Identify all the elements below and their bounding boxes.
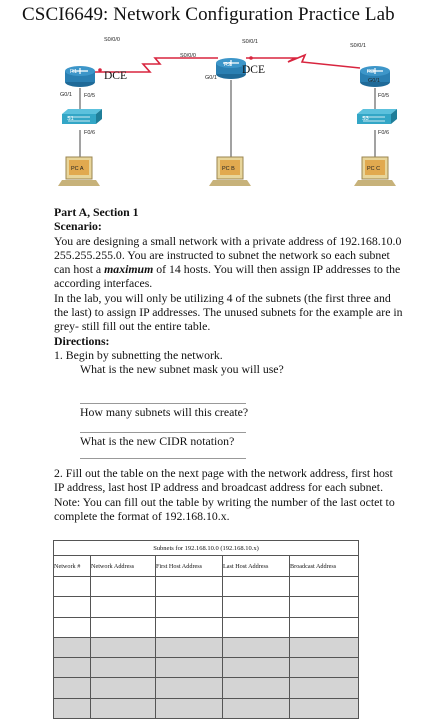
table-row[interactable] — [54, 597, 359, 617]
r3-g-label: G0/1 — [368, 78, 380, 84]
header-network-number: Network # — [54, 556, 91, 577]
question-subnet-count: How many subnets will this create? — [80, 405, 249, 419]
table-caption: Subnets for 192.168.10.0 (192.168.10.x) — [54, 541, 359, 556]
question-cidr: What is the new CIDR notation? — [80, 434, 235, 448]
r2-g-label: G0/1 — [205, 75, 217, 81]
dce-label-r2: DCE — [242, 64, 265, 76]
header-network-address: Network Address — [91, 556, 156, 577]
answer-line-2[interactable] — [80, 432, 246, 433]
pc-c-label: PC C — [367, 166, 381, 172]
r2-serial1-label: S0/0/1 — [242, 39, 258, 45]
r1-fa-label: F0/5 — [84, 93, 96, 99]
step-2-section — [54, 466, 404, 523]
r3-serial-label: S0/0/1 — [350, 43, 366, 49]
subnet-table — [53, 540, 359, 719]
dce-clock-icon — [98, 68, 102, 72]
table-row-grey[interactable] — [54, 658, 359, 678]
s3-port-label: F0/6 — [378, 130, 390, 136]
r1-g-label: G0/1 — [60, 92, 72, 98]
dce-label-r1: DCE — [104, 70, 127, 82]
r1-serial-label: S0/0/0 — [104, 37, 120, 43]
header-broadcast: Broadcast Address — [290, 556, 359, 577]
scenario-label: Scenario: — [54, 219, 102, 234]
r3-fa-label: F0/5 — [378, 93, 390, 99]
step-1: 1. Begin by subnetting the network. — [54, 347, 223, 362]
s1-port-label: F0/6 — [84, 130, 96, 136]
r2-name-label: R2 — [224, 62, 232, 68]
r2-serial0-label: S0/0/0 — [180, 53, 196, 59]
scenario-text: You are designing a small network with a private address of 192.168.10.0 255.255.255.0. You are instructed to subnet the network so each subnet can host a maximum of 14 hosts. You will then assign IP addresses to the according interfaces. — [54, 233, 402, 291]
scenario-lab-note: In the lab, you will only be utilizing 4 of the subnets (the first three and the last) to assign IP addresses. The unused subnets for the example are in grey- still fill out the entire table. — [54, 290, 403, 334]
table-row[interactable] — [54, 577, 359, 597]
scenario-emphasis: maximum — [104, 262, 154, 277]
answer-line-1[interactable] — [80, 403, 246, 404]
section-heading: Part A, Section 1 — [54, 205, 139, 219]
instructions-section — [54, 205, 404, 377]
table-row-grey[interactable] — [54, 698, 359, 718]
table-row[interactable] — [54, 617, 359, 637]
pc-a-label: PC A — [71, 166, 84, 172]
header-first-host: First Host Address — [156, 556, 223, 577]
note-text: Note: You can fill out the table by writing the number of the last octet to complete the format of 192.168.10.x. — [54, 494, 395, 523]
r1-name-label: R1 — [70, 69, 78, 75]
dce-clock-icon — [249, 56, 253, 60]
r3-name-label: R3 — [367, 69, 375, 75]
table-row-grey[interactable] — [54, 637, 359, 657]
question-subnet-mask: What is the new subnet mask you will use? — [80, 362, 284, 377]
page-title: CSCI6649: Network Configuration Practice Lab — [22, 4, 395, 25]
table-header-row — [54, 556, 359, 577]
step-2: 2. Fill out the table on the next page with the network address, first host IP address, last host IP address and broadcast address for each subnet. — [54, 466, 393, 495]
network-topology-diagram — [0, 0, 444, 205]
s1-name-label: S1 — [67, 116, 74, 122]
header-last-host: Last Host Address — [223, 556, 290, 577]
directions-label: Directions: — [54, 333, 110, 348]
s3-name-label: S3 — [362, 116, 369, 122]
pc-b-label: PC B — [222, 166, 235, 172]
table-row-grey[interactable] — [54, 678, 359, 698]
answer-line-3[interactable] — [80, 458, 246, 459]
